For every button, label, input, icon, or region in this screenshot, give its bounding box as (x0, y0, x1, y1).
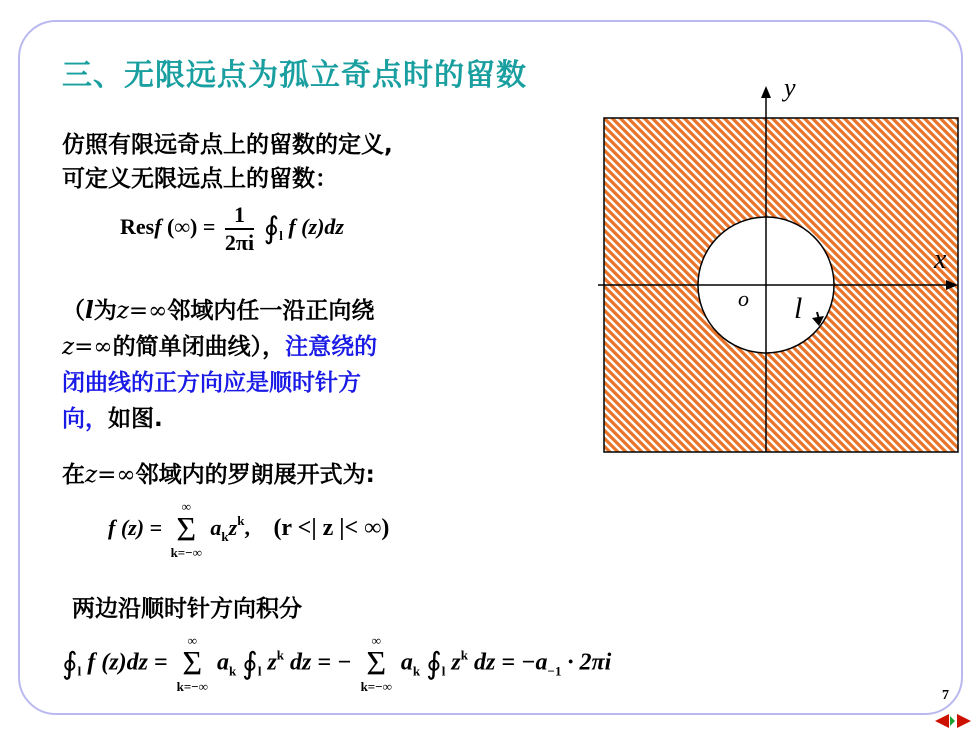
para3: 在z=∞邻域内的罗朗展开式为: (62, 462, 375, 488)
para2-line2: z=∞的简单闭曲线），注意绕的 (62, 334, 378, 360)
numerator: 1 (225, 202, 254, 230)
integrand: f (z)dz (288, 214, 344, 240)
fraction (225, 202, 254, 256)
convergence-condition: (r <| z |< ∞) (273, 515, 390, 542)
para1-line2: 可定义无限远点上的留数： (62, 166, 338, 192)
f-symbol: f (154, 214, 162, 240)
contour-sub: l (279, 228, 283, 244)
prev-slide-icon[interactable] (935, 714, 949, 728)
sum-symbol: ∞ Σ k=−∞ (170, 499, 202, 560)
contour-integral-symbol: ∮ (263, 212, 280, 246)
next-slide-icon[interactable] (957, 714, 971, 728)
y-axis-arrow (761, 86, 771, 98)
slide-title: 三、无限远点为孤立奇点时的留数 (62, 58, 527, 93)
page-number: 7 (942, 688, 949, 703)
x-label: x (934, 244, 947, 275)
para4: 两边沿顺时针方向积分 (72, 596, 302, 622)
formula-residue-infinity (120, 202, 344, 256)
contour-label: l (794, 292, 803, 325)
y-label: y (784, 80, 796, 102)
nav-controls (933, 712, 973, 730)
para2-line3: 闭曲线的正方向应是顺时针方 (62, 370, 361, 396)
contour-diagram (598, 80, 960, 455)
res-label: Res (120, 214, 155, 240)
para2-line4: 向，如图. (62, 406, 163, 432)
formula-integral: $∮_l$ f (z)dz = ∞ Σ k=−∞ $a_k$ $∮_l$ $z^k$ dz = − ∞ Σ k=−∞ $a_k$ $∮_l$ $z^k$ dz = $-a_{-1} \cdot 2\pi i$ (62, 633, 612, 694)
formula-laurent-series: f (z) = ∞ Σ k=−∞ $a_kz^k$, (r <| z |< ∞) (108, 499, 390, 560)
para2-line1: （l为z=∞邻域内任一沿正向绕 (62, 297, 375, 324)
arg-infinity: (∞) = (167, 214, 216, 240)
denominator: 2πi (224, 230, 255, 255)
nav-center-icon (950, 716, 955, 726)
para1-line1: 仿照有限远奇点上的留数的定义, (62, 132, 393, 158)
origin-label: o (738, 286, 749, 311)
